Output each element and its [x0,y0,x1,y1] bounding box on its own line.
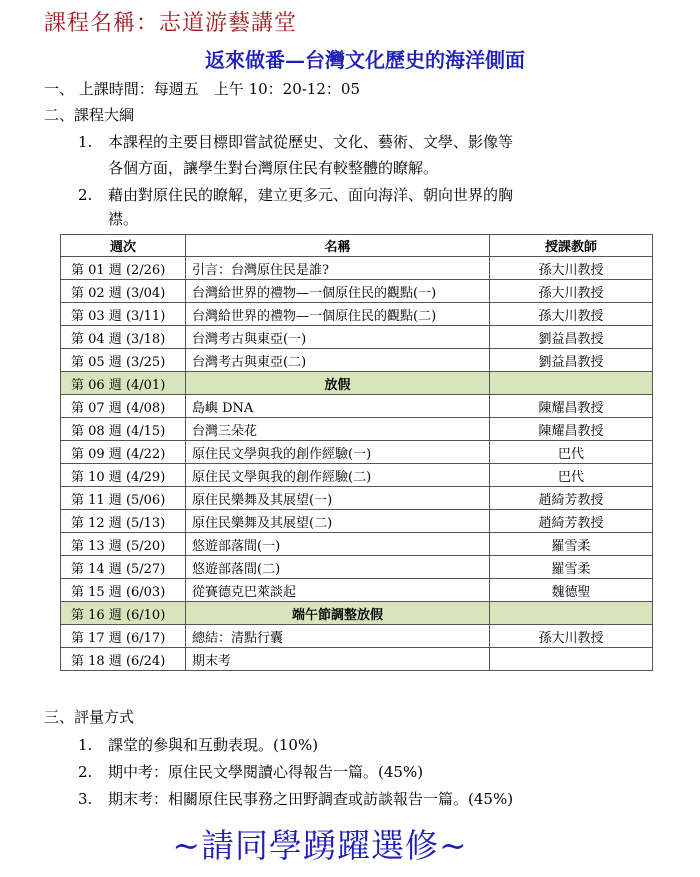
page-subtitle: 返來做番—台灣文化歷史的海洋側面 [205,48,525,72]
outline-item-2 [78,184,513,206]
cell-topic: 悠遊部落間(二) [186,556,490,579]
grading-item-1-number: 1. [78,736,93,754]
header-teacher: 授課教師 [490,235,653,257]
table-row [61,441,653,464]
cell-week: 第 05 週 (3/25) [61,349,186,372]
cell-teacher: 孫大川教授 [490,280,653,303]
cell-topic: 台灣給世界的禮物—一個原住民的觀點(二) [186,303,490,326]
table-row [61,579,653,602]
cell-topic: 島嶼 DNA [186,395,490,418]
cell-week: 第 03 週 (3/11) [61,303,186,326]
section1-number: 一、 [44,80,75,98]
grading-item-3 [78,788,513,810]
cell-teacher: 趙綺芳教授 [490,487,653,510]
table-row [61,464,653,487]
cell-topic: 原住民樂舞及其展望(一) [186,487,490,510]
cell-week: 第 06 週 (4/01) [61,372,186,395]
outline-item-1-line2: 各個方面，讓學生對台灣原住民有較整體的瞭解。 [108,159,439,177]
cell-topic: 台灣給世界的禮物—一個原住民的觀點(一) [186,280,490,303]
table-header-row [61,235,653,257]
schedule-table [60,234,653,671]
cell-topic: 原住民樂舞及其展望(二) [186,510,490,533]
table-row [61,510,653,533]
table-row [61,257,653,280]
cell-teacher: 羅雪柔 [490,556,653,579]
cell-week: 第 11 週 (5/06) [61,487,186,510]
cell-teacher: 巴代 [490,441,653,464]
cell-teacher: 陳耀昌教授 [490,395,653,418]
table-row [61,395,653,418]
cell-teacher [490,372,653,395]
schedule-time-line [44,78,360,100]
cell-week: 第 10 週 (4/29) [61,464,186,487]
cell-week: 第 12 週 (5/13) [61,510,186,533]
section1-text: 上課時間：每週五 上午 10：20-12：05 [78,80,360,98]
cell-teacher: 巴代 [490,464,653,487]
cell-topic: 引言：台灣原住民是誰? [186,257,490,280]
grading-item-1 [78,734,318,756]
cell-week: 第 04 週 (3/18) [61,326,186,349]
cell-topic: 原住民文學與我的創作經驗(一) [186,441,490,464]
cell-week: 第 01 週 (2/26) [61,257,186,280]
cell-week: 第 14 週 (5/27) [61,556,186,579]
table-row [61,625,653,648]
cell-week: 第 17 週 (6/17) [61,625,186,648]
cell-teacher [490,648,653,671]
table-row [61,487,653,510]
table-row [61,303,653,326]
course-title: 課程名稱：志道游藝講堂 [44,11,298,36]
header-week: 週次 [61,235,186,257]
cell-topic: 放假 [186,372,490,395]
cell-topic: 原住民文學與我的創作經驗(二) [186,464,490,487]
table-row [61,648,653,671]
grading-item-3-text: 期末考：相關原住民事務之田野調查或訪談報告一篇。(45%) [108,790,514,808]
cell-week: 第 13 週 (5/20) [61,533,186,556]
cell-week: 第 08 週 (4/15) [61,418,186,441]
section3-heading: 三、評量方式 [44,708,135,726]
grading-item-1-text: 課堂的參與和互動表現。(10%) [108,736,319,754]
cell-week: 第 09 週 (4/22) [61,441,186,464]
cell-teacher: 孫大川教授 [490,303,653,326]
cell-week: 第 07 週 (4/08) [61,395,186,418]
cell-topic: 台灣三朵花 [186,418,490,441]
cell-teacher: 羅雪柔 [490,533,653,556]
grading-item-2-number: 2. [78,763,93,781]
outline-item-1-number: 1. [78,133,93,151]
outline-item-2-line2: 襟。 [108,210,139,228]
cell-week: 第 16 週 (6/10) [61,602,186,625]
section2-heading: 二、課程大綱 [44,106,135,124]
cell-teacher: 劉益昌教授 [490,326,653,349]
table-row [61,372,653,395]
cell-week: 第 18 週 (6/24) [61,648,186,671]
cell-teacher: 孫大川教授 [490,625,653,648]
outline-item-1-line1: 本課程的主要目標即嘗試從歷史、文化、藝術、文學、影像等 [108,133,514,151]
grading-item-2-text: 期中考：原住民文學閱讀心得報告一篇。(45%) [108,763,424,781]
table-row [61,349,653,372]
cell-teacher: 趙綺芳教授 [490,510,653,533]
table-row [61,418,653,441]
outline-item-2-number: 2. [78,186,93,204]
cell-topic: 悠遊部落間(一) [186,533,490,556]
cell-week: 第 15 週 (6/03) [61,579,186,602]
outline-item-2-line1: 藉由對原住民的瞭解，建立更多元、面向海洋、朝向世界的胸 [108,186,514,204]
table-row [61,280,653,303]
cell-topic: 端午節調整放假 [186,602,490,625]
table-row [61,556,653,579]
cell-teacher: 魏德聖 [490,579,653,602]
grading-item-2 [78,761,423,783]
cell-teacher: 劉益昌教授 [490,349,653,372]
cell-teacher [490,602,653,625]
cell-teacher: 陳耀昌教授 [490,418,653,441]
grading-item-3-number: 3. [78,790,93,808]
cell-topic: 從賽德克巴萊談起 [186,579,490,602]
cell-topic: 總結：清點行囊 [186,625,490,648]
cell-topic: 台灣考古與東亞(二) [186,349,490,372]
outline-item-1 [78,131,513,153]
cell-topic: 台灣考古與東亞(一) [186,326,490,349]
table-row [61,602,653,625]
header-topic: 名稱 [186,235,490,257]
closing-slogan: ~請同學踴躍選修~ [172,826,468,865]
schedule-table-body [61,257,653,671]
table-row [61,533,653,556]
cell-teacher: 孫大川教授 [490,257,653,280]
table-row [61,326,653,349]
cell-topic: 期末考 [186,648,490,671]
cell-week: 第 02 週 (3/04) [61,280,186,303]
